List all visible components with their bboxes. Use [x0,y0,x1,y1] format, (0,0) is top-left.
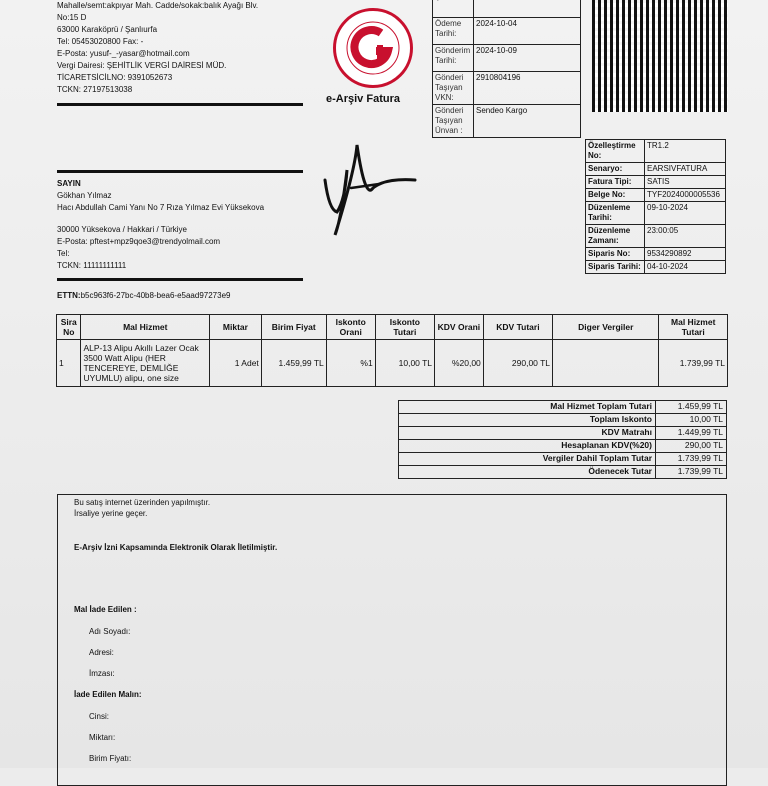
spec-value: EARSIVFATURA [645,163,726,176]
totals-table [398,400,727,479]
qr-code [592,0,728,112]
buyer-heading: SAYIN [57,179,81,188]
spec-value: TR1.2 [645,140,726,163]
spec-key: Fatura Tipi: [586,176,645,189]
invoice-spec-table [585,139,726,274]
seller-no: No:15 D [57,13,87,22]
total-value: 290,00 TL [656,440,727,453]
meta-key [433,0,474,18]
ettn-line [57,290,230,302]
buyer-name: Gökhan Yılmaz [57,191,112,200]
item-cell: 10,00 TL [375,340,434,387]
shipment-meta-table [432,0,581,138]
total-key: Vergiler Dahil Toplam Tutar [399,453,656,466]
total-value: 1.459,99 TL [656,401,727,414]
buyer-divider-top [57,170,303,173]
buyer-email: E-Posta: pftest+mpz9qoe3@trendyolmail.com [57,237,221,246]
seller-city: 63000 Karaköprü / Şanlıurfa [57,25,158,34]
spec-row [586,163,726,176]
items-header: Iskonto Tutari [375,315,434,340]
spec-key: Siparis No: [586,248,645,261]
gib-logo [333,8,413,88]
meta-row [433,18,581,45]
spec-value: 23:00:05 [645,225,726,248]
spec-value: 9534290892 [645,248,726,261]
spec-key: Özelleştirme No: [586,140,645,163]
item-cell: ALP-13 Alipu Akıllı Lazer Ocak 3500 Watt Alipu (HER TENCEREYE, DEMLİĞE UYUMLU) alipu, one size [81,340,210,387]
meta-value: 2024-10-04 [474,18,581,45]
goods-qty-label: Miktarı: [89,733,116,742]
buyer-divider-bottom [57,278,303,281]
spec-value: 04-10-2024 [645,261,726,274]
item-cell: %20,00 [435,340,484,387]
spec-key: Siparis Tarihi: [586,261,645,274]
spec-value: TYF2024000005536 [645,189,726,202]
meta-value: 2024-10-09 [474,45,581,72]
ettn-label: ETTN: [57,291,81,300]
return-signature-label: İmzası: [89,669,115,678]
notes-box [57,494,727,786]
spec-key: Senaryo: [586,163,645,176]
buyer-address: Hacı Abdullah Cami Yanı No 7 Rıza Yılmaz Evi Yüksekova [57,203,265,212]
items-header: Mal Hizmet [81,315,210,340]
e-info-note: E-Arşiv İzni Kapsamında Elektronik Olarak İletilmiştir. [74,543,278,552]
items-table [56,314,728,387]
total-row [399,453,727,466]
total-value: 10,00 TL [656,414,727,427]
item-cell: 1.739,99 TL [659,340,728,387]
item-cell: 290,00 TL [483,340,552,387]
return-name-label: Adı Soyadı: [89,627,131,636]
items-header: Birim Fiyat [261,315,326,340]
spec-value: SATIS [645,176,726,189]
meta-row [433,72,581,105]
ettn-value: b5c963f6-27bc-40b8-bea6-e5aad97273e9 [80,291,231,300]
meta-value [474,0,581,18]
total-value: 1.449,99 TL [656,427,727,440]
item-cell: 1.459,99 TL [261,340,326,387]
seller-divider [57,103,303,106]
spec-row [586,261,726,274]
spec-key: Belge No: [586,189,645,202]
spec-row [586,176,726,189]
items-header: Diger Vergiler [553,315,659,340]
seller-trade-reg: TİCARETSİCİLNO: 9391052673 [57,73,173,82]
items-header: Iskonto Orani [326,315,375,340]
items-header: Mal Hizmet Tutari [659,315,728,340]
signature-icon [315,140,425,240]
total-row [399,427,727,440]
total-row [399,466,727,479]
item-cell: %1 [326,340,375,387]
meta-row [433,105,581,138]
meta-value: 2910804196 [474,72,581,105]
spec-row [586,189,726,202]
meta-row [433,0,581,18]
items-header: KDV Tutari [483,315,552,340]
buyer-block [57,178,317,272]
total-key: Ödenecek Tutar [399,466,656,479]
note-line2: İrsaliye yerine geçer. [74,509,148,518]
item-row [57,340,728,387]
gib-seal-icon [336,11,410,85]
seller-address: Mahalle/semt:akpıyar Mah. Cadde/sokak:balık Ayağı Blv. [57,1,259,10]
total-key: Hesaplanan KDV(%20) [399,440,656,453]
seller-email: E-Posta: yusuf-_-yasar@hotmail.com [57,49,190,58]
meta-row [433,45,581,72]
spec-value: 09-10-2024 [645,202,726,225]
meta-key: Ödeme Tarihi: [433,18,474,45]
total-key: KDV Matrahı [399,427,656,440]
spec-row [586,225,726,248]
meta-key: Gönderim Tarihi: [433,45,474,72]
items-header: Miktar [210,315,262,340]
seller-tckn: TCKN: 27197513038 [57,85,133,94]
item-cell: 1 Adet [210,340,262,387]
seller-tel: Tel: 05453020800 Fax: - [57,37,144,46]
return-address-label: Adresi: [89,648,114,657]
buyer-tel: Tel: [57,249,70,258]
total-row [399,440,727,453]
items-header: KDV Orani [435,315,484,340]
items-header: Sira No [57,315,81,340]
total-key: Toplam Iskonto [399,414,656,427]
item-cell [553,340,659,387]
buyer-city: 30000 Yüksekova / Hakkari / Türkiye [57,225,187,234]
meta-key: Gönderi Taşıyan Ünvan : [433,105,474,138]
spec-row [586,202,726,225]
total-value: 1.739,99 TL [656,453,727,466]
e-arsiv-label: e-Arşiv Fatura [326,93,400,105]
buyer-tckn: TCKN: 11111111111 [57,261,127,270]
seller-tax-office: Vergi Dairesi: ŞEHİTLİK VERGİ DAİRESİ MÜD. [57,61,227,70]
goods-heading: İade Edilen Malın: [74,690,142,699]
total-row [399,414,727,427]
total-value: 1.739,99 TL [656,466,727,479]
spec-row [586,140,726,163]
return-heading: Mal İade Edilen : [74,605,137,614]
note-line1: Bu satış internet üzerinden yapılmıştır. [74,498,211,507]
total-key: Mal Hizmet Toplam Tutari [399,401,656,414]
seller-block [57,0,307,96]
goods-type-label: Cinsi: [89,712,110,721]
meta-key: Gönderi Taşıyan VKN: [433,72,474,105]
meta-value: Sendeo Kargo [474,105,581,138]
goods-price-label: Birim Fiyatı: [89,754,132,763]
spec-key: Düzenleme Tarihi: [586,202,645,225]
total-row [399,401,727,414]
spec-key: Düzenleme Zamanı: [586,225,645,248]
spec-row [586,248,726,261]
item-cell: 1 [57,340,81,387]
